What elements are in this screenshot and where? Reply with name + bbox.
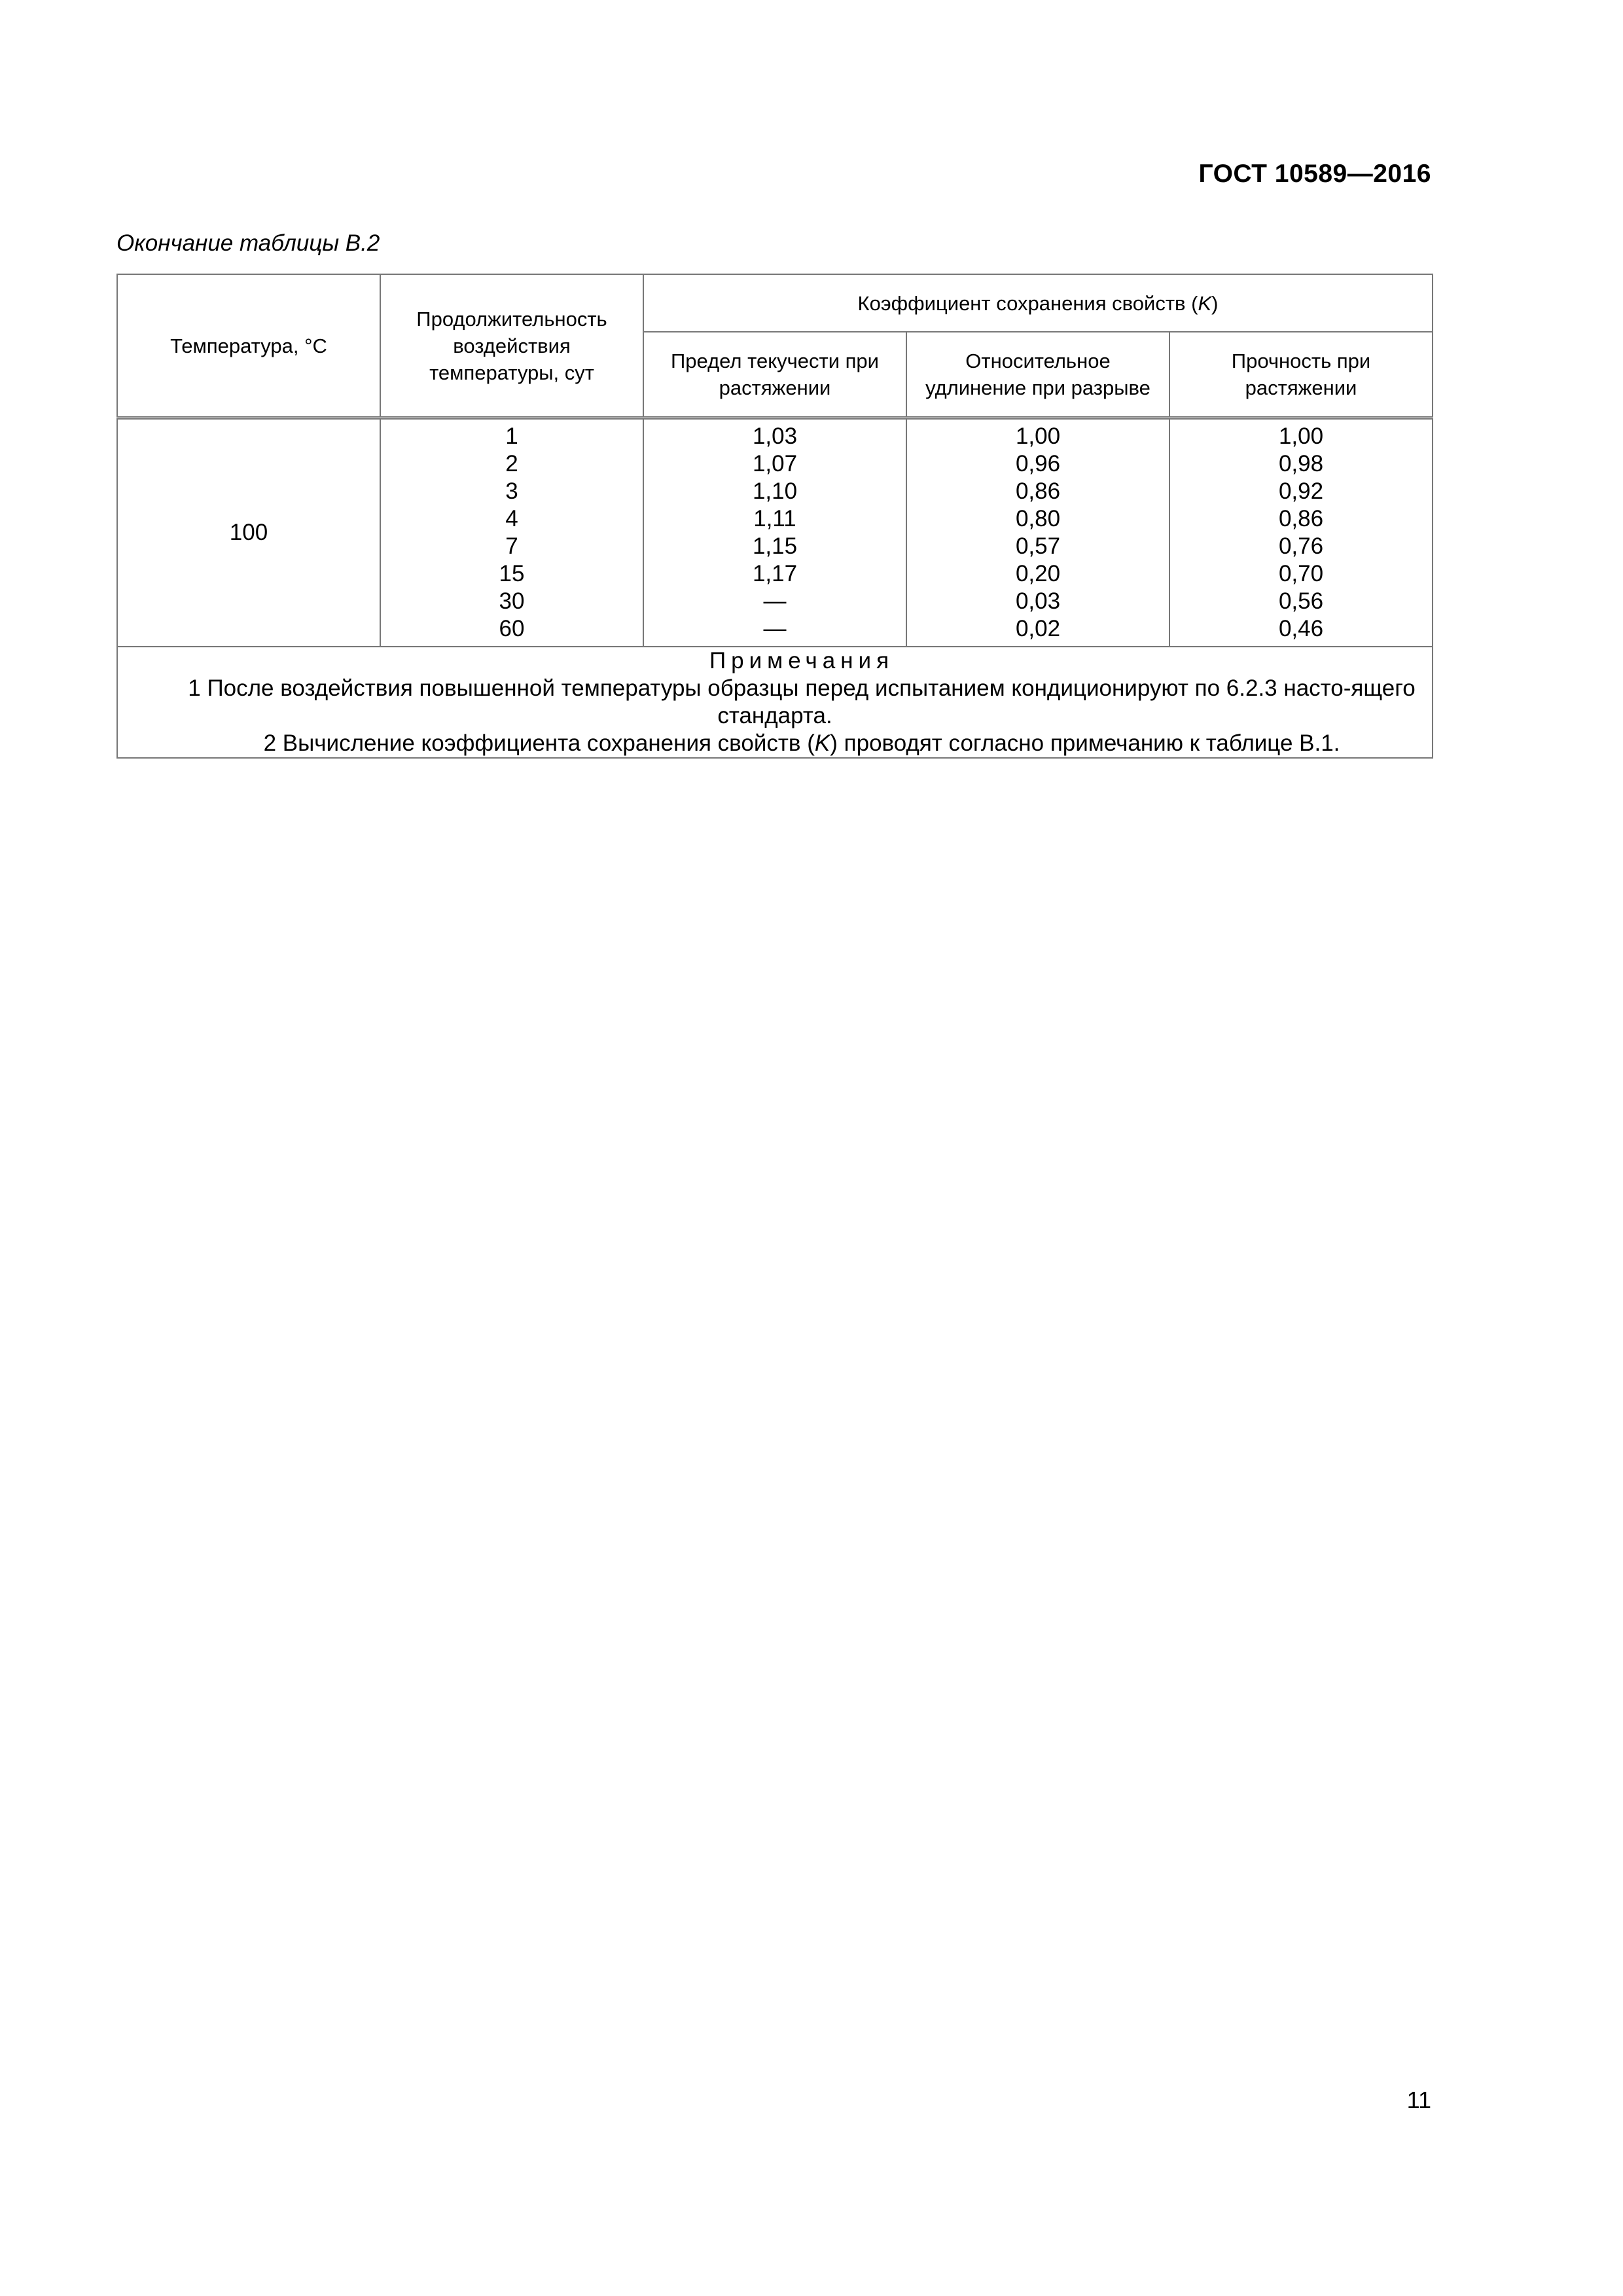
yield-strength-value: 1,07 [752,451,798,476]
yield-strength-value: 1,15 [752,533,798,559]
elongation-value: 0,86 [1015,478,1061,504]
table-caption: Окончание таблицы В.2 [116,230,380,256]
header-elongation-line: удлинение при разрыве [925,376,1150,399]
header-coefficient-label: Коэффициент сохранения свойств ( [857,291,1198,315]
notes-cell [117,647,1433,758]
duration-value: 7 [505,533,518,559]
page-number: 11 [1406,2087,1431,2113]
elongation-value: 0,20 [1015,561,1061,586]
yield-strength-value: 1,17 [752,561,798,586]
yield-strength-cell [643,418,906,647]
data-table [116,274,1433,759]
duration-value: 15 [499,561,525,586]
elongation-value: 0,80 [1015,506,1061,531]
elongation-value: 0,57 [1015,533,1061,559]
tensile-strength-value: 0,76 [1278,533,1324,559]
duration-value: 4 [505,506,518,531]
notes-title: Примечания [709,648,895,673]
header-temperature [117,274,380,418]
header-elongation [906,332,1169,418]
header-duration [380,274,643,418]
header-coefficient-symbol: K [1198,291,1212,315]
elongation-value: 0,02 [1015,616,1061,641]
tensile-strength-value: 1,00 [1278,423,1324,449]
temperature-cell: 100 [117,418,380,647]
header-duration-line: Продолжительность [416,307,607,331]
note-2-text-end: ) проводят согласно примечанию к таблице В.1. [830,730,1340,756]
header-duration-line: воздействия [453,334,571,357]
tensile-strength-cell [1169,418,1433,647]
header-yield-line: растяжении [719,376,831,399]
header-tensile-strength [1169,332,1433,418]
tensile-strength-value: 0,86 [1278,506,1324,531]
header-elongation-line: Относительное [965,350,1111,372]
tensile-strength-value: 0,98 [1278,451,1324,476]
header-duration-line: температуры, сут [429,361,594,384]
duration-cell [380,418,643,647]
elongation-value: 0,96 [1015,451,1061,476]
header-strength-line: Прочность при [1231,350,1371,372]
yield-strength-value: 1,11 [753,506,796,531]
note-2 [118,730,1432,757]
yield-strength-value: — [763,588,787,614]
header-yield-line: Предел текучести при [671,350,879,372]
elongation-value: 1,00 [1015,423,1061,449]
note-1: 1 После воздействия повышенной температуры образцы перед испытанием кондиционируют по 6.2.3 насто-ящего стандарта. [188,675,1416,728]
duration-value: 3 [505,478,518,504]
note-2-symbol: K [814,730,830,756]
tensile-strength-value: 0,56 [1278,588,1324,614]
duration-value: 1 [505,423,518,449]
note-2-text: 2 Вычисление коэффициента сохранения свойств ( [263,730,815,756]
yield-strength-value: 1,10 [752,478,798,504]
header-coefficient-group [643,274,1433,332]
tensile-strength-value: 0,70 [1278,561,1324,586]
duration-value: 30 [499,588,525,614]
header-strength-line: растяжении [1245,376,1357,399]
tensile-strength-value: 0,92 [1278,478,1324,504]
header-coefficient-close: ) [1211,291,1219,315]
yield-strength-value: — [763,616,787,641]
yield-strength-value: 1,03 [752,423,798,449]
duration-value: 60 [499,616,525,641]
notes-row [117,647,1433,758]
table-row [117,418,1433,647]
header-temperature-label: Температура, °С [170,334,327,357]
document-code: ГОСТ 10589—2016 [1198,160,1431,188]
elongation-cell [906,418,1169,647]
duration-value: 2 [505,451,518,476]
tensile-strength-value: 0,46 [1278,616,1324,641]
header-yield-strength [643,332,906,418]
elongation-value: 0,03 [1015,588,1061,614]
